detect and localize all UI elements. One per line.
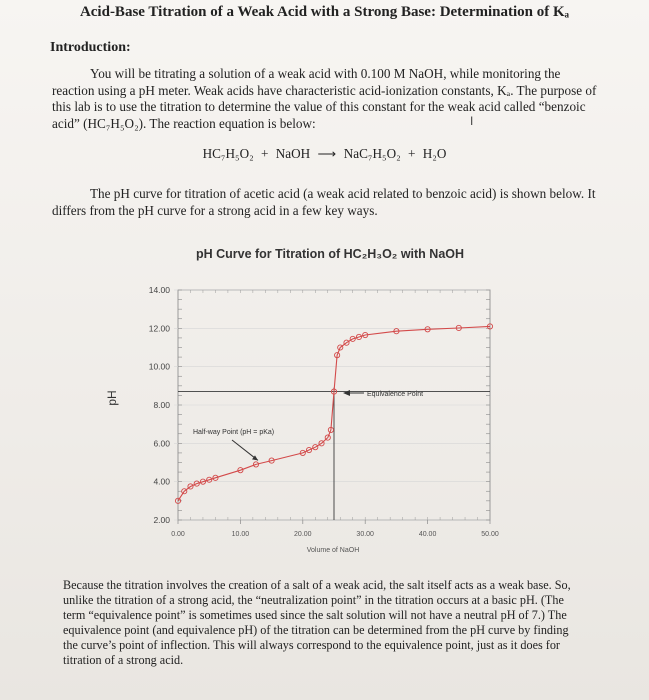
chart-title: pH Curve for Titration of HC₂H₃O₂ with NaOH [195,247,465,261]
x-tick-label: 20.00 [294,531,312,538]
y-axis-label: pH [105,390,119,406]
intro-paragraph: You will be titrating a solution of a weak acid with 0.100 M NaOH, while monitoring the reaction using a pH meter. Weak acids have characteristic acid-ionization constants, Kₐ. The purpose of this lab is to use the titration to determine the value of this constant for the weak acid called “benzoic acid” (HC₇H₅O₂). The reaction equation is below: [52,66,597,131]
y-tick-label: 8.00 [153,400,170,410]
x-tick-label: 10.00 [231,531,250,538]
x-axis-label: Volume of NaOH [306,547,360,554]
equivalence-point-label: Equivalence Point [367,391,424,398]
x-tick-label: 30.00 [356,531,374,538]
x-tick-label: 40.00 [418,531,437,538]
equivalence-paragraph: Because the titration involves the creation of a salt of a weak acid, the salt itself acts as a weak base. So, unlike the titration of a strong acid, the “neutralization point” in the titration occurs at a basic pH. (The term “equivalence point” is sometimes used since the salt solution will not have a neutral pH of 7.) The equivalence point (and equivalence pH) of the titration can be determined from the pH curve by finding the curve’s point of inflection. This will always correspond to the equivalence point, just as it does for titration of a strong acid. [63,578,571,667]
half-way-point-label: Half-way Point (pH = pKa) [193,429,275,436]
text-cursor-icon: I [470,114,474,128]
y-tick-label: 14.00 [148,285,170,295]
chart-grid [174,290,490,520]
chart-guides [178,388,490,520]
ph-curve-paragraph: The pH curve for titration of acetic acid (a weak acid related to benzoic acid) is shown below. It differs from the pH curve for a strong acid in a few key ways. [52,186,596,218]
x-tick-label: 0.00 [171,531,185,538]
intro-heading: Introduction: [50,40,131,55]
y-tick-label: 4.00 [153,476,170,487]
y-tick-label: 10.00 [148,361,170,372]
chart-ticks [149,285,499,538]
reaction-equation: HC₇H₅O₂ + NaOH ⟶ NaC₇H₅O₂ + H₂O [202,146,447,161]
document-title: Acid-Base Titration of a Weak Acid with a Strong Base: Determination of Kₐ [79,4,570,20]
equivalence-arrow-head [343,390,350,396]
y-tick-label: 6.00 [153,438,170,449]
x-tick-label: 50.00 [481,531,499,538]
y-tick-label: 12.00 [148,323,170,334]
y-tick-label: 2.00 [153,515,170,525]
